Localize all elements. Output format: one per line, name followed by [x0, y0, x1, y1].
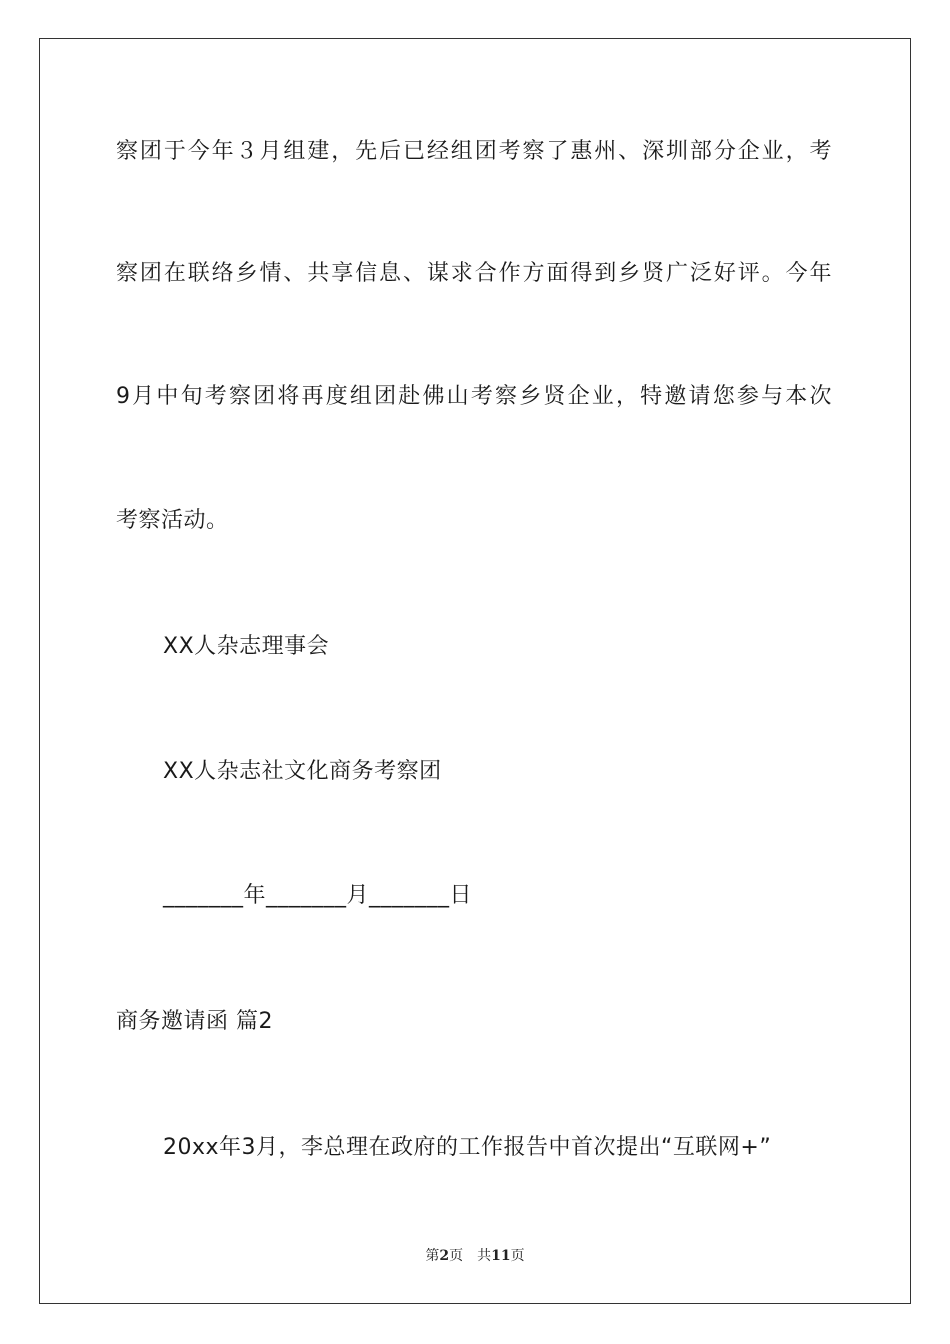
paragraph-line-1: 察团于今年３月组建，先后已经组团考察了惠州、深圳部分企业，考: [116, 139, 832, 164]
page-frame: [39, 38, 911, 1304]
section-heading: 商务邀请函 篇2: [116, 1009, 273, 1034]
footer-page-suffix: 页: [449, 1248, 464, 1264]
paragraph-line-3: 9月中旬考察团将再度组团赴佛山考察乡贤企业，特邀请您参与本次: [116, 384, 832, 409]
footer-total-suffix: 页: [510, 1248, 525, 1264]
signature-org-2: XX人杂志社文化商务考察团: [163, 759, 442, 784]
footer-page-prefix: 第: [425, 1248, 440, 1264]
paragraph-line-4: 考察活动。: [116, 508, 229, 533]
footer-total-prefix: 共: [477, 1248, 492, 1264]
footer-page-number: 2: [439, 1248, 450, 1264]
footer-total-pages: 11: [491, 1248, 511, 1264]
signature-date-line: _______年_______月_______日: [163, 883, 473, 908]
page-footer: [0, 1247, 950, 1265]
signature-org-1: XX人杂志理事会: [163, 634, 330, 659]
paragraph-line-2: 察团在联络乡情、共享信息、谋求合作方面得到乡贤广泛好评。今年: [116, 261, 832, 286]
section-first-line: 20xx年3月，李总理在政府的工作报告中首次提出“互联网+”: [163, 1135, 772, 1160]
